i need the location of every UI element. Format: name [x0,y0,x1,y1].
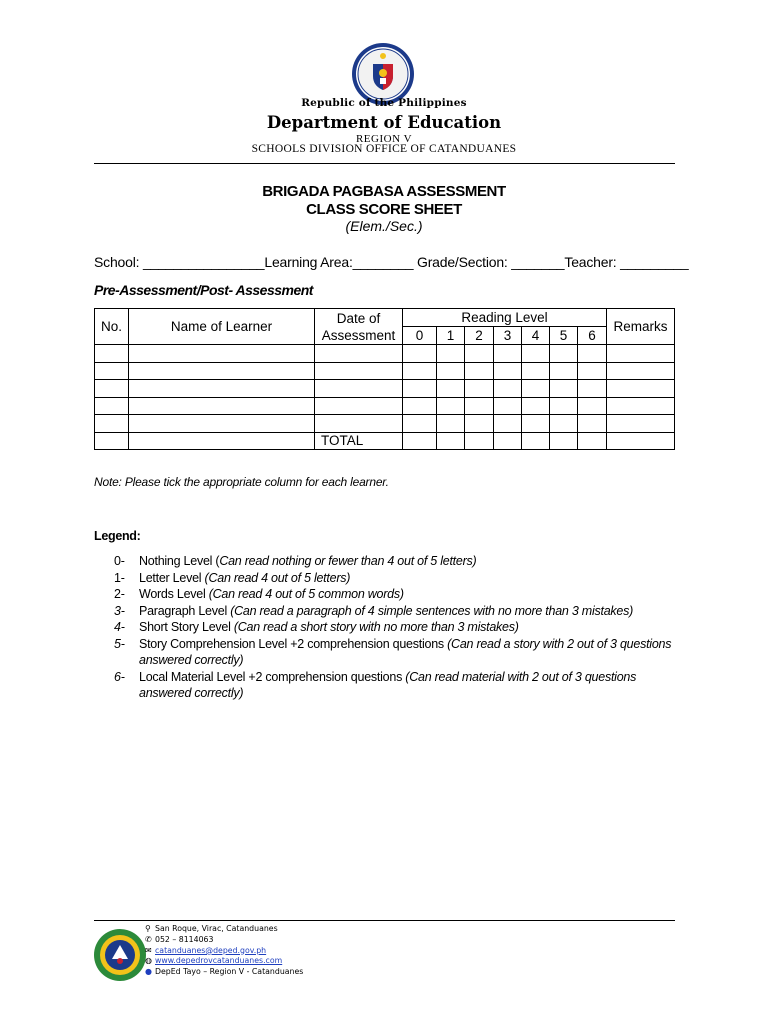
level-header-6: 6 [578,327,607,345]
legend-label: Words Level [139,587,209,601]
col-header-remarks: Remarks [607,309,675,345]
division-heading: SCHOOLS DIVISION OFFICE OF CATANDUANES [251,143,517,155]
level-header-4: 4 [522,327,550,345]
footer-divider [94,920,675,921]
list-item [114,553,674,570]
form-level: (Elem./Sec.) [345,218,423,234]
list-item [114,570,674,587]
footer-phone: 052 – 8114063 [155,934,214,944]
legend-desc: (Can read 4 out of 5 letters) [204,570,351,585]
division-logo [93,928,147,982]
mail-icon: ✉ [145,945,152,955]
list-item [114,636,674,669]
legend-num: 5- [114,636,125,651]
table-row [95,415,675,433]
legend-desc: (Can read a story with 2 out of 3 questions answered correctly) [139,636,672,667]
level-header-0: 0 [403,327,437,345]
footer-contact [145,924,303,978]
legend-list [114,553,674,702]
total-row [95,432,675,450]
footer-website-link[interactable]: www.depedrovcatanduanes.com [155,956,283,966]
score-sheet-table [94,308,675,450]
legend-desc: (Can read 4 out of 5 common words) [208,587,404,601]
col-header-date: Date of Assessment [315,309,403,345]
school-info-line: School: ________________Learning Area:________ Grade/Section: _______Teacher: _________ [94,254,689,270]
level-header-3: 3 [494,327,522,345]
phone-icon: ✆ [145,934,152,944]
col-header-no: No. [95,309,129,345]
list-item [114,619,674,636]
legend-label: Nothing Level ( [139,554,220,568]
legend-num: 1- [114,570,125,585]
col-header-name: Name of Learner [129,309,315,345]
legend-title: Legend: [94,529,141,543]
header-divider [94,163,675,164]
legend-num: 0- [114,554,125,568]
legend-desc: (Can read a short story with no more than 3 mistakes) [233,620,519,634]
col-header-reading-level: Reading Level [403,309,607,327]
level-header-2: 2 [465,327,494,345]
list-item [114,603,674,620]
footer-facebook: DepEd Tayo – Region V - Catanduanes [155,967,304,977]
legend-num: 3- [114,603,125,618]
list-item [114,586,674,603]
location-pin-icon: ⚲ [145,924,151,933]
legend-desc: (Can read material with 2 out of 3 questions answered correctly) [139,669,637,700]
total-label: TOTAL [315,432,403,450]
tick-note: Note: Please tick the appropriate column for each learner. [94,475,389,489]
legend-num: 4- [114,620,125,634]
legend-num: 2- [114,587,125,601]
footer-address: San Roque, Virac, Catanduanes [155,924,278,933]
legend-label: Short Story Level [139,620,234,634]
legend-desc: (Can read a paragraph of 4 simple sentences with no more than 3 mistakes) [230,603,634,618]
list-item [114,669,674,702]
level-header-1: 1 [437,327,465,345]
legend-label: Paragraph Level [139,603,231,618]
form-subtitle: CLASS SCORE SHEET [306,201,462,218]
globe-icon: ◍ [145,956,152,966]
table-row [95,345,675,363]
legend-label: Local Material Level +2 comprehension questions [139,669,406,684]
form-title: BRIGADA PAGBASA ASSESSMENT [262,183,506,200]
department-heading: Department of Education [266,113,502,132]
legend-desc: Can read nothing or fewer than 4 out of 5 letters) [219,554,477,568]
republic-heading: Republic of the Philippines [301,97,467,109]
region-heading: REGION V [355,133,413,145]
assessment-type: Pre-Assessment/Post- Assessment [94,282,313,298]
table-row [95,397,675,415]
legend-label: Letter Level [139,570,205,585]
legend-num: 6- [114,669,125,684]
footer-email-link[interactable]: catanduanes@deped.gov.ph [155,945,267,955]
table-row [95,380,675,398]
level-header-5: 5 [550,327,578,345]
facebook-icon: ● [145,967,152,977]
table-row [95,362,675,380]
legend-label: Story Comprehension Level +2 comprehension questions [139,636,448,651]
